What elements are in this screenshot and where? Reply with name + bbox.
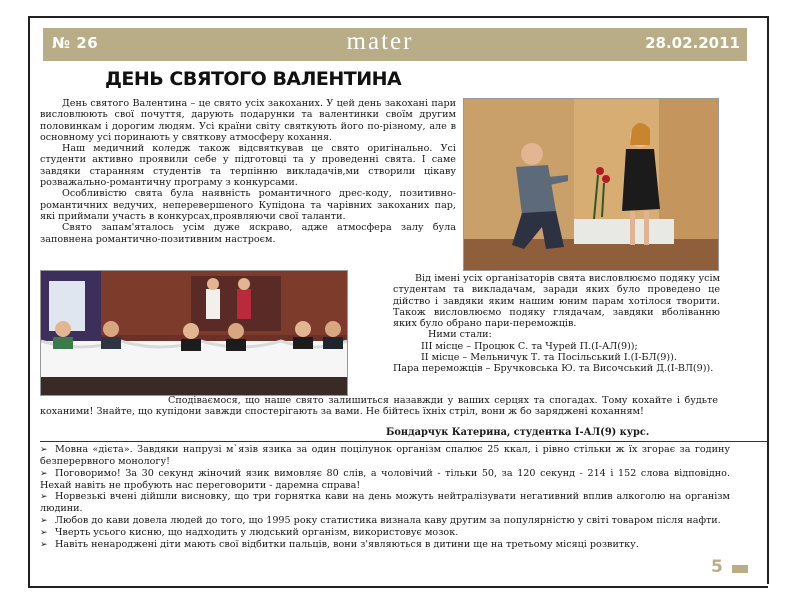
list-item	[40, 444, 730, 468]
page-number-bar	[732, 565, 748, 573]
divider	[40, 441, 767, 442]
thanks-paragraph: Від імені усіх організаторів свята висловлюємо подяку усім студентам та викладачам, заради яких було проведено це дійство і завдяки яким нашим юним парам хотілося творити. Також висловлюємо подяку глядачам, завдяки вболіванню яких було обрано пари-переможців.	[393, 273, 720, 330]
photo-couple	[463, 98, 719, 271]
page-number: 5	[711, 557, 723, 577]
list-item	[40, 539, 730, 551]
closing-paragraph	[40, 395, 718, 418]
photo-jury	[40, 270, 348, 396]
list-item	[40, 468, 730, 492]
thanks-block	[393, 273, 720, 375]
bullet-arrow-icon: ➢	[40, 540, 48, 551]
magazine-title: mater	[346, 28, 414, 55]
third-place: ІІІ місце – Процюк С. та Чурей П.(І-АЛ(9));	[421, 340, 638, 352]
paragraph: День святого Валентина – це свято усіх закоханих. У цей день закохані пари висловлюють свої почуття, дарують подарунки та валентинки своїм другим половинкам і дорогим людям. Усі країни світу святкують його по-різному, але в основному усі поринають у святкову атмосферу кохання.	[40, 98, 456, 143]
fact-text: Чверть усього кисню, що надходить у людський організм, використовує мозок.	[55, 527, 459, 539]
bullet-arrow-icon: ➢	[40, 528, 48, 539]
bullet-arrow-icon: ➢	[40, 468, 48, 479]
list-item	[40, 491, 730, 515]
fact-text: Навіть ненароджені діти мають свої відбитки пальців, вони з'являються в дитини ще на третьому місяці розвитку.	[55, 539, 639, 551]
bullet-arrow-icon: ➢	[40, 492, 48, 503]
first-place: Пара переможців – Бручковська Ю. та Височський Д.(І-ВЛ(9)).	[393, 363, 714, 375]
article-intro	[40, 98, 456, 245]
photo-jury-image	[41, 271, 347, 395]
bullet-arrow-icon: ➢	[40, 445, 48, 455]
paragraph: Особливістю свята була наявність романтичного дрес-коду, позитивно-романтичних ведучих, неперевершеного Купідона та чарівних закоханих пар, які приймали участь в конкурсах,проявляючи свої таланти.	[40, 188, 456, 222]
fact-text: Норвезькі вчені дійшли висновку, що три горнятка кави на день можуть нейтралізувати негативний вплив алкоголю на організм людини.	[40, 491, 730, 515]
bullet-arrow-icon: ➢	[40, 515, 48, 526]
list-item	[40, 515, 730, 527]
fact-text: Мовна «дієта». Завдяки напрузі м`язів язика за один поцілунок організм спалює 25 ккал, і рівно стільки ж їх згорає за годину безперервного монологу!	[40, 444, 730, 468]
article-title: ДЕНЬ СВЯТОГО ВАЛЕНТИНА	[105, 68, 402, 90]
paragraph: Сподіваємося, що наше свято залишиться назавжди у ваших серцях та спогадах. Тому кохайте і будьте коханими! Знайте, що купідони завжди спостерігають за вами. Не бійтесь їхніх стріл, вони ж бо заряджені коханням!	[40, 395, 718, 418]
author-signature: Бондарчук Катерина, студентка І-АЛ(9) курс.	[386, 427, 650, 438]
issue-date: 28.02.2011	[645, 34, 740, 52]
fact-text: Поговоримо! За 30 секунд жіночий язик вимовляє 80 слів, а чоловічий - тільки 50, за 120 секунд - 214 і 152 слова відповідно. Нехай навіть не пробують нас переговорити - даремна справа!	[40, 467, 730, 491]
issue-number: № 26	[52, 34, 99, 52]
winners-heading: Ними стали:	[428, 329, 492, 341]
fact-text: Любов до кави довела людей до того, що 1995 року статистика визнала каву другим за популярністю у світі товаром після нафти.	[55, 514, 721, 526]
paragraph: Наш медичний коледж також відсвяткував це свято оригінально. Усі студенти активно проявили себе у підготовці та у проведенні свята. І саме завдяки старанням студентів та терпінню викладачів,ми створили цікаву розважально-романтичну програму з конкурсами.	[40, 143, 456, 189]
facts-list	[40, 444, 730, 552]
paragraph: Свято запам'яталось усім дуже яскраво, адже атмосфера залу була заповнена романтично-позитивним настроєм.	[40, 222, 456, 245]
right-rule	[767, 16, 769, 584]
second-place: ІІ місце – Мельничук Т. та Посільський І.(І-БЛ(9)).	[421, 352, 677, 364]
photo-couple-image	[464, 99, 718, 270]
list-item	[40, 527, 730, 539]
